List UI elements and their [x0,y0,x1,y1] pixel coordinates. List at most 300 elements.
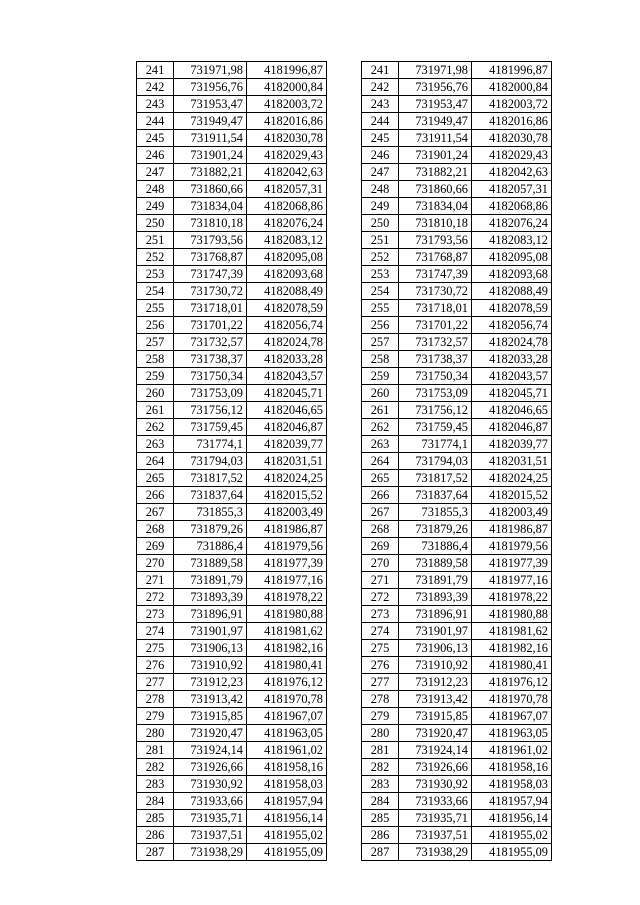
x-coordinate-cell: 731971,98 [399,62,472,79]
x-coordinate-cell: 731912,23 [399,674,472,691]
y-coordinate-cell: 4182042,63 [472,164,552,181]
table-row [137,674,327,691]
x-coordinate-cell: 731886,4 [399,538,472,555]
x-coordinate-cell: 731901,97 [399,623,472,640]
point-number-cell: 263 [137,436,174,453]
x-coordinate-cell: 731834,04 [399,198,472,215]
y-coordinate-cell: 4181967,07 [247,708,327,725]
x-coordinate-cell: 731949,47 [174,113,247,130]
y-coordinate-cell: 4181980,88 [472,606,552,623]
y-coordinate-cell: 4181961,02 [472,742,552,759]
y-coordinate-cell: 4181986,87 [472,521,552,538]
table-row [362,844,552,861]
table-row [137,589,327,606]
point-number-cell: 277 [137,674,174,691]
point-number-cell: 267 [137,504,174,521]
point-number-cell: 262 [362,419,399,436]
point-number-cell: 241 [362,62,399,79]
y-coordinate-cell: 4181978,22 [247,589,327,606]
y-coordinate-cell: 4182039,77 [472,436,552,453]
table-row [137,62,327,79]
table-row [137,317,327,334]
point-number-cell: 250 [137,215,174,232]
point-number-cell: 243 [362,96,399,113]
x-coordinate-cell: 731911,54 [174,130,247,147]
x-coordinate-cell: 731756,12 [399,402,472,419]
y-coordinate-cell: 4182003,49 [247,504,327,521]
x-coordinate-cell: 731937,51 [174,827,247,844]
y-coordinate-cell: 4182057,31 [247,181,327,198]
table-row [362,572,552,589]
y-coordinate-cell: 4181958,03 [472,776,552,793]
x-coordinate-cell: 731935,71 [174,810,247,827]
y-coordinate-cell: 4181958,16 [247,759,327,776]
table-row [362,266,552,283]
y-coordinate-cell: 4182083,12 [472,232,552,249]
point-number-cell: 254 [137,283,174,300]
table-row [362,759,552,776]
table-row [362,130,552,147]
point-number-cell: 285 [362,810,399,827]
point-number-cell: 246 [137,147,174,164]
y-coordinate-cell: 4181980,41 [247,657,327,674]
table-row [137,113,327,130]
point-number-cell: 258 [137,351,174,368]
point-number-cell: 257 [362,334,399,351]
table-row [362,623,552,640]
x-coordinate-cell: 731701,22 [174,317,247,334]
point-number-cell: 255 [362,300,399,317]
y-coordinate-cell: 4181979,56 [247,538,327,555]
table-row [137,130,327,147]
point-number-cell: 284 [362,793,399,810]
y-coordinate-cell: 4182030,78 [472,130,552,147]
x-coordinate-cell: 731896,91 [174,606,247,623]
point-number-cell: 251 [362,232,399,249]
point-number-cell: 277 [362,674,399,691]
x-coordinate-cell: 731747,39 [174,266,247,283]
point-number-cell: 244 [137,113,174,130]
y-coordinate-cell: 4182024,78 [247,334,327,351]
point-number-cell: 270 [137,555,174,572]
x-coordinate-cell: 731718,01 [174,300,247,317]
point-number-cell: 274 [137,623,174,640]
point-number-cell: 286 [137,827,174,844]
point-number-cell: 281 [362,742,399,759]
x-coordinate-cell: 731753,09 [399,385,472,402]
y-coordinate-cell: 4181996,87 [472,62,552,79]
x-coordinate-cell: 731915,85 [399,708,472,725]
table-row [137,181,327,198]
x-coordinate-cell: 731906,13 [174,640,247,657]
x-coordinate-cell: 731774,1 [174,436,247,453]
point-number-cell: 264 [362,453,399,470]
point-number-cell: 284 [137,793,174,810]
table-row [362,181,552,198]
point-number-cell: 278 [137,691,174,708]
point-number-cell: 253 [137,266,174,283]
point-number-cell: 280 [137,725,174,742]
y-coordinate-cell: 4182030,78 [247,130,327,147]
table-row [362,606,552,623]
x-coordinate-cell: 731810,18 [399,215,472,232]
y-coordinate-cell: 4182068,86 [247,198,327,215]
y-coordinate-cell: 4182088,49 [247,283,327,300]
y-coordinate-cell: 4182033,28 [472,351,552,368]
point-number-cell: 244 [362,113,399,130]
point-number-cell: 247 [137,164,174,181]
point-number-cell: 248 [137,181,174,198]
x-coordinate-cell: 731913,42 [399,691,472,708]
y-coordinate-cell: 4181977,39 [472,555,552,572]
point-number-cell: 274 [362,623,399,640]
point-number-cell: 241 [137,62,174,79]
table-row [362,215,552,232]
y-coordinate-cell: 4181970,78 [247,691,327,708]
x-coordinate-cell: 731701,22 [399,317,472,334]
point-number-cell: 283 [362,776,399,793]
x-coordinate-cell: 731730,72 [399,283,472,300]
point-number-cell: 280 [362,725,399,742]
y-coordinate-cell: 4182076,24 [247,215,327,232]
x-coordinate-cell: 731896,91 [399,606,472,623]
y-coordinate-cell: 4182093,68 [472,266,552,283]
y-coordinate-cell: 4182078,59 [247,300,327,317]
y-coordinate-cell: 4182043,57 [472,368,552,385]
table-row [362,793,552,810]
point-number-cell: 265 [362,470,399,487]
point-number-cell: 249 [137,198,174,215]
y-coordinate-cell: 4181977,16 [247,572,327,589]
x-coordinate-cell: 731794,03 [174,453,247,470]
table-row [137,351,327,368]
table-row [362,334,552,351]
y-coordinate-cell: 4182003,49 [472,504,552,521]
x-coordinate-cell: 731882,21 [174,164,247,181]
y-coordinate-cell: 4182056,74 [472,317,552,334]
x-coordinate-cell: 731920,47 [399,725,472,742]
table-row [362,827,552,844]
table-row [137,742,327,759]
y-coordinate-cell: 4182095,08 [472,249,552,266]
table-row [137,300,327,317]
x-coordinate-cell: 731879,26 [174,521,247,538]
point-number-cell: 248 [362,181,399,198]
y-coordinate-cell: 4182024,25 [247,470,327,487]
y-coordinate-cell: 4182045,71 [472,385,552,402]
point-number-cell: 261 [137,402,174,419]
x-coordinate-cell: 731837,64 [174,487,247,504]
y-coordinate-cell: 4181982,16 [472,640,552,657]
table-row [362,538,552,555]
y-coordinate-cell: 4181978,22 [472,589,552,606]
table-row [137,368,327,385]
x-coordinate-cell: 731817,52 [399,470,472,487]
table-row [362,62,552,79]
x-coordinate-cell: 731910,92 [174,657,247,674]
y-coordinate-cell: 4181958,16 [472,759,552,776]
table-row [362,708,552,725]
y-coordinate-cell: 4182029,43 [472,147,552,164]
point-number-cell: 251 [137,232,174,249]
point-number-cell: 282 [137,759,174,776]
x-coordinate-cell: 731730,72 [174,283,247,300]
y-coordinate-cell: 4182056,74 [247,317,327,334]
point-number-cell: 278 [362,691,399,708]
y-coordinate-cell: 4182042,63 [247,164,327,181]
point-number-cell: 268 [362,521,399,538]
y-coordinate-cell: 4182016,86 [472,113,552,130]
y-coordinate-cell: 4181961,02 [247,742,327,759]
point-number-cell: 259 [362,368,399,385]
point-number-cell: 275 [362,640,399,657]
table-row [362,640,552,657]
table-row [362,470,552,487]
x-coordinate-cell: 731747,39 [399,266,472,283]
table-row [137,691,327,708]
table-row [137,606,327,623]
x-coordinate-cell: 731834,04 [174,198,247,215]
point-number-cell: 252 [137,249,174,266]
table-row [137,776,327,793]
table-row [362,164,552,181]
table-row [362,351,552,368]
x-coordinate-cell: 731817,52 [174,470,247,487]
y-coordinate-cell: 4181963,05 [247,725,327,742]
table-row [362,79,552,96]
y-coordinate-cell: 4181955,02 [472,827,552,844]
table-row [362,436,552,453]
y-coordinate-cell: 4181955,02 [247,827,327,844]
x-coordinate-cell: 731889,58 [174,555,247,572]
x-coordinate-cell: 731933,66 [399,793,472,810]
table-row [362,96,552,113]
x-coordinate-cell: 731732,57 [174,334,247,351]
x-coordinate-cell: 731891,79 [174,572,247,589]
y-coordinate-cell: 4181979,56 [472,538,552,555]
point-number-cell: 242 [137,79,174,96]
point-number-cell: 242 [362,79,399,96]
point-number-cell: 249 [362,198,399,215]
table-row [137,521,327,538]
y-coordinate-cell: 4182015,52 [472,487,552,504]
y-coordinate-cell: 4181980,41 [472,657,552,674]
coordinates-table-right [361,61,552,861]
table-row [362,657,552,674]
table-row [362,198,552,215]
y-coordinate-cell: 4182000,84 [472,79,552,96]
table-row [362,555,552,572]
point-number-cell: 260 [362,385,399,402]
x-coordinate-cell: 731938,29 [399,844,472,861]
x-coordinate-cell: 731913,42 [174,691,247,708]
point-number-cell: 264 [137,453,174,470]
table-row [362,317,552,334]
table-row [137,215,327,232]
table-row [137,436,327,453]
x-coordinate-cell: 731901,24 [399,147,472,164]
x-coordinate-cell: 731949,47 [399,113,472,130]
table-row [137,249,327,266]
y-coordinate-cell: 4182095,08 [247,249,327,266]
table-row [362,283,552,300]
table-row [137,708,327,725]
y-coordinate-cell: 4182046,87 [472,419,552,436]
x-coordinate-cell: 731794,03 [399,453,472,470]
y-coordinate-cell: 4182029,43 [247,147,327,164]
y-coordinate-cell: 4182046,65 [472,402,552,419]
y-coordinate-cell: 4181958,03 [247,776,327,793]
point-number-cell: 268 [137,521,174,538]
table-row [137,555,327,572]
y-coordinate-cell: 4181957,94 [247,793,327,810]
y-coordinate-cell: 4182046,65 [247,402,327,419]
x-coordinate-cell: 731759,45 [174,419,247,436]
table-row [362,147,552,164]
table-row [137,419,327,436]
y-coordinate-cell: 4182039,77 [247,436,327,453]
point-number-cell: 282 [362,759,399,776]
table-row [137,283,327,300]
table-row [137,402,327,419]
y-coordinate-cell: 4182000,84 [247,79,327,96]
point-number-cell: 269 [362,538,399,555]
x-coordinate-cell: 731855,3 [174,504,247,521]
point-number-cell: 286 [362,827,399,844]
x-coordinate-cell: 731926,66 [174,759,247,776]
table-row [137,96,327,113]
y-coordinate-cell: 4182033,28 [247,351,327,368]
x-coordinate-cell: 731901,24 [174,147,247,164]
x-coordinate-cell: 731924,14 [399,742,472,759]
point-number-cell: 273 [362,606,399,623]
y-coordinate-cell: 4181981,62 [472,623,552,640]
table-row [137,657,327,674]
table-row [362,232,552,249]
x-coordinate-cell: 731910,92 [399,657,472,674]
point-number-cell: 287 [362,844,399,861]
point-number-cell: 266 [137,487,174,504]
table-row [137,232,327,249]
y-coordinate-cell: 4182016,86 [247,113,327,130]
x-coordinate-cell: 731906,13 [399,640,472,657]
point-number-cell: 252 [362,249,399,266]
x-coordinate-cell: 731924,14 [174,742,247,759]
x-coordinate-cell: 731901,97 [174,623,247,640]
point-number-cell: 269 [137,538,174,555]
table-row [362,249,552,266]
point-number-cell: 267 [362,504,399,521]
point-number-cell: 271 [137,572,174,589]
point-number-cell: 258 [362,351,399,368]
x-coordinate-cell: 731718,01 [399,300,472,317]
table-row [362,504,552,521]
table-row [362,725,552,742]
x-coordinate-cell: 731793,56 [174,232,247,249]
x-coordinate-cell: 731750,34 [399,368,472,385]
x-coordinate-cell: 731891,79 [399,572,472,589]
table-row [362,487,552,504]
x-coordinate-cell: 731912,23 [174,674,247,691]
y-coordinate-cell: 4182046,87 [247,419,327,436]
y-coordinate-cell: 4182057,31 [472,181,552,198]
x-coordinate-cell: 731926,66 [399,759,472,776]
point-number-cell: 259 [137,368,174,385]
x-coordinate-cell: 731753,09 [174,385,247,402]
y-coordinate-cell: 4182078,59 [472,300,552,317]
point-number-cell: 245 [362,130,399,147]
table-row [137,793,327,810]
x-coordinate-cell: 731768,87 [174,249,247,266]
y-coordinate-cell: 4182043,57 [247,368,327,385]
x-coordinate-cell: 731882,21 [399,164,472,181]
y-coordinate-cell: 4181996,87 [247,62,327,79]
point-number-cell: 279 [137,708,174,725]
x-coordinate-cell: 731774,1 [399,436,472,453]
x-coordinate-cell: 731893,39 [174,589,247,606]
x-coordinate-cell: 731920,47 [174,725,247,742]
point-number-cell: 273 [137,606,174,623]
table-row [137,504,327,521]
table-row [362,521,552,538]
y-coordinate-cell: 4181955,09 [472,844,552,861]
y-coordinate-cell: 4181977,16 [472,572,552,589]
x-coordinate-cell: 731935,71 [399,810,472,827]
point-number-cell: 270 [362,555,399,572]
table-row [362,368,552,385]
table-row [362,776,552,793]
y-coordinate-cell: 4181976,12 [247,674,327,691]
x-coordinate-cell: 731971,98 [174,62,247,79]
table-row [137,538,327,555]
x-coordinate-cell: 731915,85 [174,708,247,725]
point-number-cell: 281 [137,742,174,759]
table-row [137,266,327,283]
point-number-cell: 250 [362,215,399,232]
x-coordinate-cell: 731956,76 [174,79,247,96]
x-coordinate-cell: 731953,47 [174,96,247,113]
y-coordinate-cell: 4181976,12 [472,674,552,691]
table-row [137,453,327,470]
table-row [137,198,327,215]
table-row [362,402,552,419]
table-row [137,164,327,181]
table-row [137,810,327,827]
table-row [362,453,552,470]
point-number-cell: 279 [362,708,399,725]
x-coordinate-cell: 731930,92 [399,776,472,793]
table-row [362,385,552,402]
x-coordinate-cell: 731911,54 [399,130,472,147]
point-number-cell: 255 [137,300,174,317]
y-coordinate-cell: 4182045,71 [247,385,327,402]
x-coordinate-cell: 731933,66 [174,793,247,810]
table-row [137,572,327,589]
point-number-cell: 285 [137,810,174,827]
x-coordinate-cell: 731937,51 [399,827,472,844]
y-coordinate-cell: 4181970,78 [472,691,552,708]
x-coordinate-cell: 731810,18 [174,215,247,232]
x-coordinate-cell: 731738,37 [399,351,472,368]
point-number-cell: 247 [362,164,399,181]
x-coordinate-cell: 731837,64 [399,487,472,504]
table-row [137,147,327,164]
point-number-cell: 276 [137,657,174,674]
x-coordinate-cell: 731759,45 [399,419,472,436]
table-row [362,742,552,759]
x-coordinate-cell: 731860,66 [399,181,472,198]
table-row [137,385,327,402]
